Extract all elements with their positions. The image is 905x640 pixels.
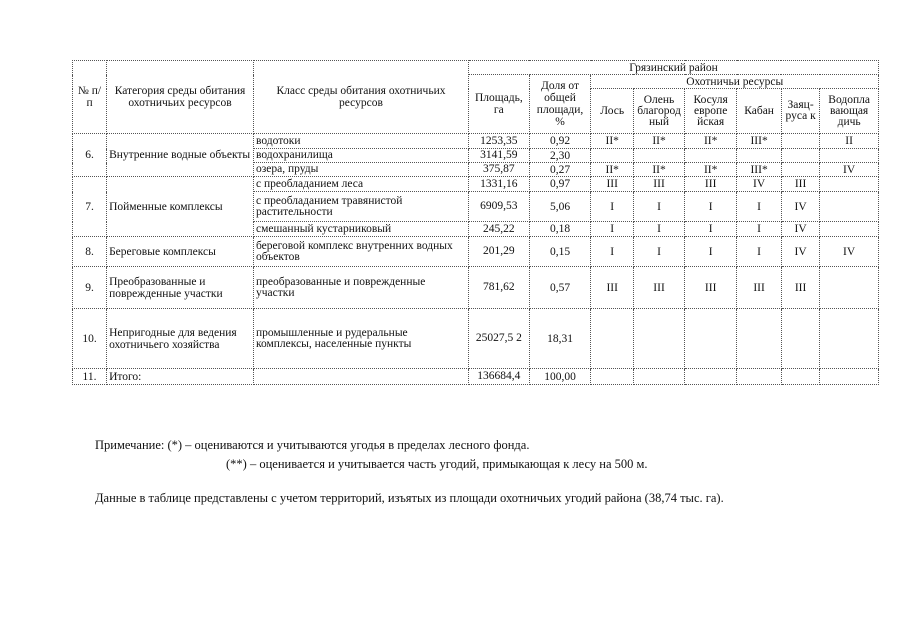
area-value: 136684,4 [469, 369, 530, 385]
table-row [73, 369, 879, 385]
resource-grade: III [685, 267, 737, 309]
header-col-roe: Косуля европе йская [685, 89, 737, 134]
header-col-moose: Лось [591, 89, 634, 134]
table-row [73, 309, 879, 369]
resource-grade [633, 149, 684, 163]
header-col-waterfowl: Водопла вающая дичь [820, 89, 879, 134]
resource-grade [591, 309, 634, 369]
habitat-class: смешанный кустарниковый [253, 222, 468, 237]
resource-grade [685, 309, 737, 369]
note-1: Примечание: (*) – оцениваются и учитываются угодья в пределах лесного фонда. [95, 438, 530, 452]
resource-grade: II [820, 134, 879, 149]
table-row [73, 237, 879, 267]
table-row [73, 134, 879, 149]
share-value: 2,30 [529, 149, 591, 163]
share-value: 0,27 [529, 163, 591, 177]
resource-grade [781, 163, 819, 177]
resource-grade [685, 149, 737, 163]
area-value: 781,62 [469, 267, 530, 309]
header-class: Класс среды обитания охотничьих ресурсов [253, 61, 468, 134]
resource-grade: IV [820, 163, 879, 177]
row-category: Внутренние водные объекты [107, 134, 254, 177]
area-value: 1253,35 [469, 134, 530, 149]
resource-grade: I [633, 237, 684, 267]
habitat-class [253, 369, 468, 385]
header-area: Площадь, га [469, 75, 530, 134]
resource-grade [820, 149, 879, 163]
area-value: 3141,59 [469, 149, 530, 163]
resource-grade: III [781, 177, 819, 192]
header-share: Доля от общей площади, % [529, 75, 591, 134]
share-value: 0,57 [529, 267, 591, 309]
header-col-boar: Кабан [737, 89, 782, 134]
table-row [73, 267, 879, 309]
habitat-class: береговой комплекс внутренних водных объектов [253, 237, 468, 267]
resource-grade [633, 369, 684, 385]
area-value: 1331,16 [469, 177, 530, 192]
resource-grade: III [633, 267, 684, 309]
resource-grade [685, 369, 737, 385]
resource-grade: I [685, 192, 737, 222]
resource-grade: II* [591, 134, 634, 149]
share-value: 0,18 [529, 222, 591, 237]
row-category: Итого: [107, 369, 254, 385]
area-value: 6909,53 [469, 192, 530, 222]
resource-grade [737, 309, 782, 369]
row-number: 8. [73, 237, 107, 267]
header-district: Грязинский район [469, 61, 879, 75]
resource-grade: I [591, 192, 634, 222]
resource-grade [820, 369, 879, 385]
resource-grade [737, 149, 782, 163]
resource-grade [781, 369, 819, 385]
resource-grade: III [633, 177, 684, 192]
row-number: 7. [73, 177, 107, 237]
resource-grade [591, 369, 634, 385]
habitat-class: преобразованные и поврежденные участки [253, 267, 468, 309]
resource-grade [820, 192, 879, 222]
row-number: 11. [73, 369, 107, 385]
resource-grade: III [591, 267, 634, 309]
resource-grade: I [591, 222, 634, 237]
resource-grade [820, 267, 879, 309]
resource-grade: I [737, 222, 782, 237]
note-2: (**) – оценивается и учитывается часть угодий, примыкающая к лесу на 500 м. [226, 457, 648, 471]
resource-grade: IV [781, 192, 819, 222]
area-value: 201,29 [469, 237, 530, 267]
share-value: 0,92 [529, 134, 591, 149]
resource-grade [781, 149, 819, 163]
row-category: Непригодные для ведения охотничьего хозяйства [107, 309, 254, 369]
resource-grade: I [591, 237, 634, 267]
resource-grade: I [633, 192, 684, 222]
share-value: 0,97 [529, 177, 591, 192]
resource-grade: I [737, 237, 782, 267]
header-resources: Охотничьи ресурсы [591, 75, 879, 89]
habitat-class: с преобладанием леса [253, 177, 468, 192]
row-category: Береговые комплексы [107, 237, 254, 267]
habitat-table [72, 60, 879, 385]
resource-grade [737, 369, 782, 385]
habitat-class: озера, пруды [253, 163, 468, 177]
resource-grade [781, 309, 819, 369]
row-number: 10. [73, 309, 107, 369]
resource-grade: III [737, 267, 782, 309]
resource-grade: IV [781, 237, 819, 267]
resource-grade [781, 134, 819, 149]
resource-grade [591, 149, 634, 163]
habitat-class: промышленные и рудеральные комплексы, населенные пункты [253, 309, 468, 369]
row-number: 9. [73, 267, 107, 309]
resource-grade [633, 309, 684, 369]
share-value: 0,15 [529, 237, 591, 267]
resource-grade: IV [737, 177, 782, 192]
resource-grade: IV [781, 222, 819, 237]
resource-grade: IV [820, 237, 879, 267]
resource-grade: II* [633, 163, 684, 177]
share-value: 100,00 [529, 369, 591, 385]
resource-grade: I [685, 222, 737, 237]
row-number: 6. [73, 134, 107, 177]
resource-grade: III [591, 177, 634, 192]
area-value: 25027,5 2 [469, 309, 530, 369]
share-value: 5,06 [529, 192, 591, 222]
header-col-hare: Заяц-руса к [781, 89, 819, 134]
resource-grade: II* [685, 134, 737, 149]
habitat-class: водотоки [253, 134, 468, 149]
row-category: Пойменные комплексы [107, 177, 254, 237]
header-category: Категория среды обитания охотничьих ресурсов [107, 61, 254, 134]
resource-grade: I [633, 222, 684, 237]
habitat-class: с преобладанием травянистой растительности [253, 192, 468, 222]
area-value: 245,22 [469, 222, 530, 237]
table-row [73, 177, 879, 192]
header-col-deer: Олень благород ный [633, 89, 684, 134]
habitat-class: водохранилища [253, 149, 468, 163]
row-category: Преобразованные и поврежденные участки [107, 267, 254, 309]
note-3: Данные в таблице представлены с учетом территорий, изъятых из площади охотничьих угодий района (38,74 тыс. га). [95, 491, 724, 505]
resource-grade: II* [591, 163, 634, 177]
resource-grade: III* [737, 163, 782, 177]
resource-grade: I [737, 192, 782, 222]
resource-grade: III [685, 177, 737, 192]
resource-grade: III [781, 267, 819, 309]
header-num: № п/п [73, 61, 107, 134]
resource-grade: II* [685, 163, 737, 177]
resource-grade: II* [633, 134, 684, 149]
resource-grade [820, 177, 879, 192]
resource-grade: I [685, 237, 737, 267]
resource-grade [820, 222, 879, 237]
share-value: 18,31 [529, 309, 591, 369]
resource-grade [820, 309, 879, 369]
resource-grade: III* [737, 134, 782, 149]
area-value: 375,87 [469, 163, 530, 177]
